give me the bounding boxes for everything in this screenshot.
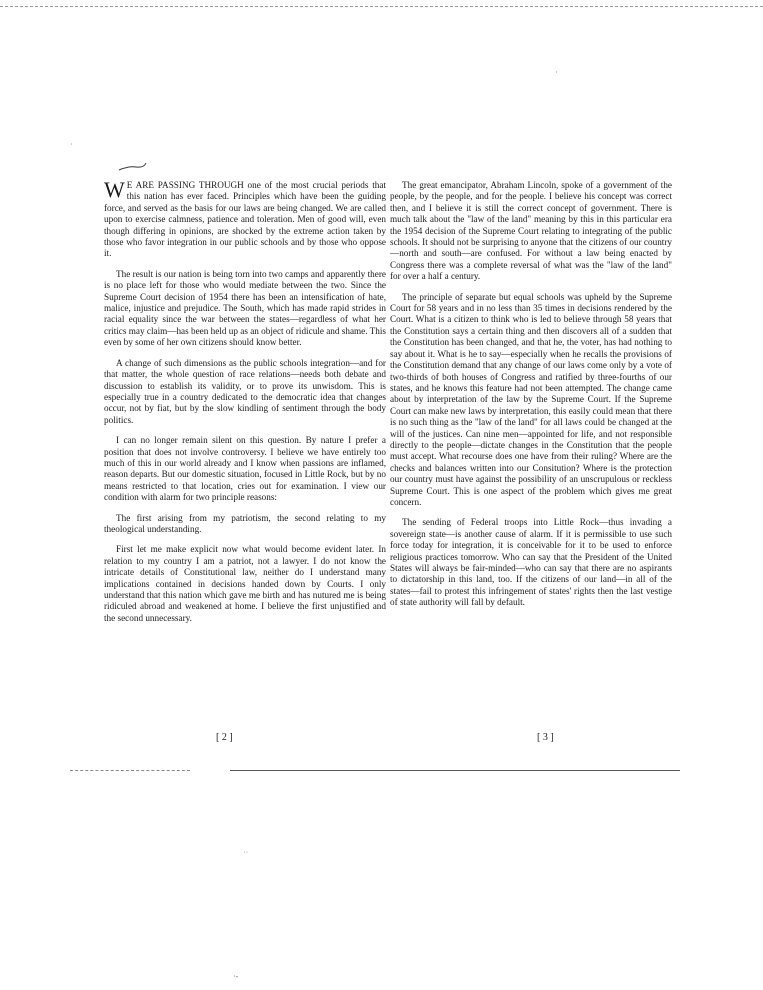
speck: ·	[555, 68, 558, 77]
speck: ·	[70, 140, 73, 149]
paragraph-8: The principle of separate but equal schools was upheld by the Supreme Court for 58 years and in no less than 35 times in decisions rendered by the Court. What is a citizen to think who is led to believe through 58 years that the Constitution says a certain thing and then discovers all of a sudden that the Constitution has been changed, and that he, the voter, has had nothing to say about it. What is he to say—especially when he recalls the provisions of the Constitution demand that any change of our laws come only by a vote of two-thirds of both houses of Congress and ratified by three-fourths of our states, and he knows this feature had not been attempted. The change came about by interpretation of the law by the Supreme Court. If the Supreme Court can make new laws by interpretation, this easily could mean that there is no such thing as the "law of the land" for all laws could be changed at the will of the justices. Can nine men—appointed for life, and not responsible directly to the people—dictate changes in the Constitution that the people must accept. What recourse does one have from their ruling? Where are the checks and balances written into our Consitution? Where is the protection our country must have against the possibility of an unscrupulous or reckless Supreme Court. This is one aspect of the problem which gives me great concern.	[390, 291, 672, 507]
bottom-rule-left	[70, 770, 190, 771]
paragraph-6: First let me make explicit now what would become evident later. In relation to my country I am a patriot, not a lawyer. I do not know the intricate details of Constitutional law, neither do I understand many implications contained in decisions handed down by Courts. I only understand that this nation which gave me birth and has nutured me is being ridiculed abroad and weakened at home. I believe the first unjustified and the second unnecessary.	[104, 544, 386, 623]
page-number-right: [ 3 ]	[537, 732, 554, 743]
paragraph-2: The result is our nation is being torn into two camps and apparently there is no place left for those who would mediate between the two. Since the Supreme Court decision of 1954 there has been an intensification of hate, malice, injustice and prejudice. The South, which has made rapid strides in racial equality since the war between the states—regardless of what her critics may claim—has been held up as an object of ridicule and shame. This even by some of her own citizens should know better.	[104, 268, 387, 348]
paragraph-1	[104, 177, 386, 260]
paragraph-4: I can no longer remain silent on this question. By nature I prefer a position that does not involve controversy. I believe we have entirely too much of this in our world already and I know when passions are inflamed, reason departs. But our domestic situation, focused in Little Rock, but by no means restricted to that location, cries out for examination. I view our condition with alarm for two principle reasons:	[104, 435, 386, 503]
paragraph-7: The great emancipator, Abraham Lincoln, spoke of a government of the people, by the people, and for the people. I believe his concept was correct then, and I believe it is still the correct concept of government. There is much talk about the "law of the land" meaning by this in this particular era the 1954 decision of the Supreme Court relating to integrating of the public schools. It should not be surprising to anyone that the citizens of our country—north and south—are confused. For without a law being enacted by Congress there was a complete reversal of what was the "law of the land" for over a half a century.	[390, 180, 672, 282]
pen-mark	[118, 160, 148, 172]
bottom-rule-right	[230, 770, 680, 771]
speck: ·‐	[233, 972, 239, 981]
speck: ˙˙	[243, 850, 249, 859]
paragraph-9: The sending of Federal troops into Little Rock—thus invading a sovereign state—is another cause of alarm. If it is permissible to use such force today for integration, it is conceivable for it to be used to enforce religious practices tomorrow. Who can say that the President of the United States will always be fair-minded—who can say that there are no aspirants to dictatorship in this land, too. If the citizens of our land—in all of the states—fail to protest this infringement of states' rights then the last vestige of state authority will fall by default.	[390, 517, 672, 608]
top-scan-border	[0, 6, 763, 7]
dropcap: W	[104, 177, 125, 202]
paragraph-5: The first arising from my patriotism, the second relating to my theological understanding.	[104, 512, 386, 534]
paragraph-1-text: E ARE PASSING THROUGH one of the most crucial periods that this nation has ever faced. Principles which have been the guiding force, and served as the basis for our laws are being changed. We are called upon to exercise calmness, patience and toleration. Men of good will, even though differing in opinions, are shocked by the extreme action taken by those who favor integration in our public schools and by those who oppose it.	[104, 180, 386, 259]
page-number-left: [ 2 ]	[216, 732, 233, 743]
right-column	[390, 180, 672, 618]
left-column	[104, 177, 387, 633]
paragraph-3: A change of such dimensions as the public schools integration—and for that matter, the whole question of race relations—needs both debate and discussion to establish its validity, or to prove its unwisdom. This is especially true in a country dedicated to the democratic idea that changes occur, not by fiat, but by the slow kindling of sentiment through the body politics.	[104, 357, 386, 425]
